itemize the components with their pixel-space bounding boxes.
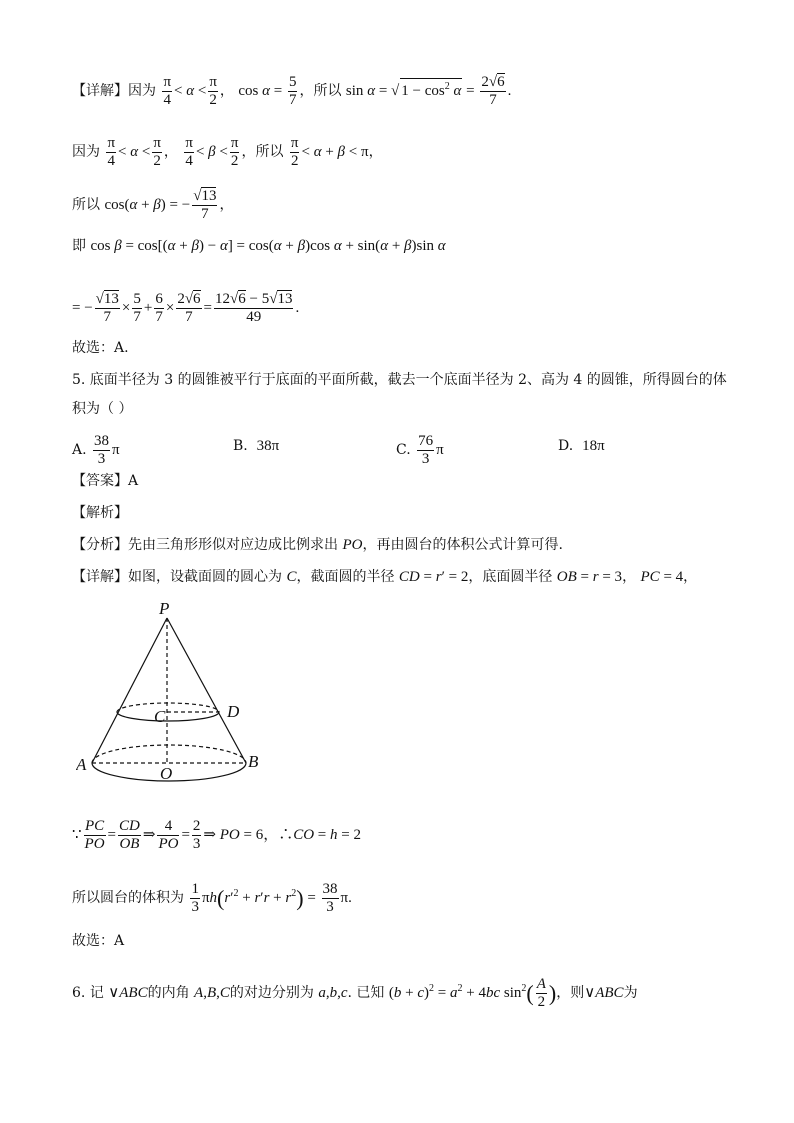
detail-2-line: 【详解】如图，设截面圆的圆心为 C，截面圆的半径 CD = r′ = 2，底面圆半径 OB = r = 3， PC = 4，: [72, 569, 698, 585]
math-expression: sin α = √ $1 - \cos^2 \alpha$ = $\frac{2√6}{7}$ .: [345, 74, 512, 108]
label-c: C: [154, 707, 166, 726]
frustum-figure: [76, 598, 276, 788]
ratio-line: [72, 818, 361, 853]
math-expression: cos β = cos[(α + β) − α] = cos(α + β)cos α + sin(α + β)sin α: [90, 238, 446, 254]
math-expression: $\frac{\pi}{2}$ < α + β < π: [290, 135, 369, 169]
math-expression: cos(α + β) = − $\frac{√13}{7}$: [104, 188, 217, 222]
detail-line-3: 所以 cos(α + β) = − $\frac{√13}{7}$ ，: [72, 188, 234, 222]
label-b: B: [248, 752, 259, 771]
volume-line: 所以圆台的体积为 $\frac{1}{3}$ $\pi h(r'^2 + r'r + r^2)$ = $\frac{38}{3}$ π.: [72, 881, 352, 915]
math-expression: ∵ $\frac{PC}{PO}$ = $\frac{CD}{OB}$ ⇒ $\frac{4}{PO}$ = $\frac{2}{3}$ ⇒ PO = 6，∴CO = h = 2: [72, 818, 361, 852]
section-ellipse-front: [117, 712, 219, 721]
cone-edge-right: [167, 618, 246, 763]
label-o: O: [160, 764, 173, 783]
question-5-line-1: 5. 底面半径为 3 的圆锥被平行于底面的平面所截，截去一个底面半径为 2、高为 4 的圆锥，所得圆台的体: [72, 372, 727, 388]
detail-line-2: 因为 $\frac{\pi}{4}$ < α < $\frac{\pi}{2}$ ， $\frac{\pi}{4}$ < β < $\frac{\pi}{2}$ ，所以 $\frac{\pi}{2}$ < α + β < π，: [72, 135, 383, 169]
select-line: 故选：A.: [72, 340, 129, 356]
question-5-line-2: 积为（ ）: [72, 401, 133, 417]
analysis-line: 【分析】先由三角形形似对应边成比例求出 PO，再由圆台的体积公式计算可得.: [72, 537, 563, 553]
detail-line-4: 即 cos β = cos[(α + β) − α] = cos(α + β)cos α + sin(α + β)sin α: [72, 238, 446, 254]
math-expression: $\frac{1}{3}$ $\pi h(r'^2 + r'r + r^2)$ = $\frac{38}{3}$ π.: [191, 881, 352, 915]
option-d: D. 18π: [558, 438, 605, 454]
detail-line-5: [72, 291, 299, 326]
detail-tag: 【详解】: [72, 82, 128, 99]
select-line-2: 故选：A: [72, 933, 125, 949]
label-a: A: [76, 755, 87, 774]
question-6-line: 6. 记 ∨ABC的内角 A,B,C的对边分别为 a,b,c. 已知 $(b + c)^2 = a^2 + 4bc$ $\sin^2$( $\frac{A}{2}$ )，则∨ABC为: [72, 976, 638, 1010]
math-expression: cos α = $\frac{5}{7}$: [238, 74, 297, 108]
analysis-heading: 【解析】: [72, 505, 128, 521]
math-expression: $(b + c)^2 = a^2 + 4bc$ $\sin^2$( $\frac{A}{2}$ ): [388, 976, 557, 1010]
option-c: C. $\frac{76}{3}$ π: [396, 433, 444, 467]
base-ellipse-back: [92, 745, 246, 763]
cone-edge-left: [92, 618, 167, 763]
math-expression: = − $\frac{√13}{7}$ × $\frac{5}{7}$ + $\frac{6}{7}$ × $\frac{2√6}{7}$ = $\frac{12√6 - 5√13}{49}$ .: [72, 291, 300, 325]
section-ellipse-back: [117, 703, 219, 712]
math-expression: $\frac{\pi}{4}$ < α < $\frac{\pi}{2}$: [163, 74, 217, 108]
option-b: B. 38π: [233, 438, 280, 454]
math-expression: $\frac{\pi}{4}$ < β < $\frac{\pi}{2}$: [185, 135, 239, 169]
option-a: A. $\frac{38}{3}$ π: [72, 433, 120, 467]
answer-line: 【答案】A: [72, 473, 139, 489]
label-d: D: [227, 702, 240, 721]
detail-line-1: 【详解】因为 $\frac{\pi}{4}$ < α < $\frac{\pi}{2}$ ， cos α = $\frac{5}{7}$ ，所以 sin α = √ $1 - \cos^2 \alpha$ = $\frac{2√6}{7}$ .: [72, 74, 512, 108]
math-expression: $\frac{\pi}{4}$ < α < $\frac{\pi}{2}$: [107, 135, 161, 169]
label-p: P: [159, 599, 170, 618]
